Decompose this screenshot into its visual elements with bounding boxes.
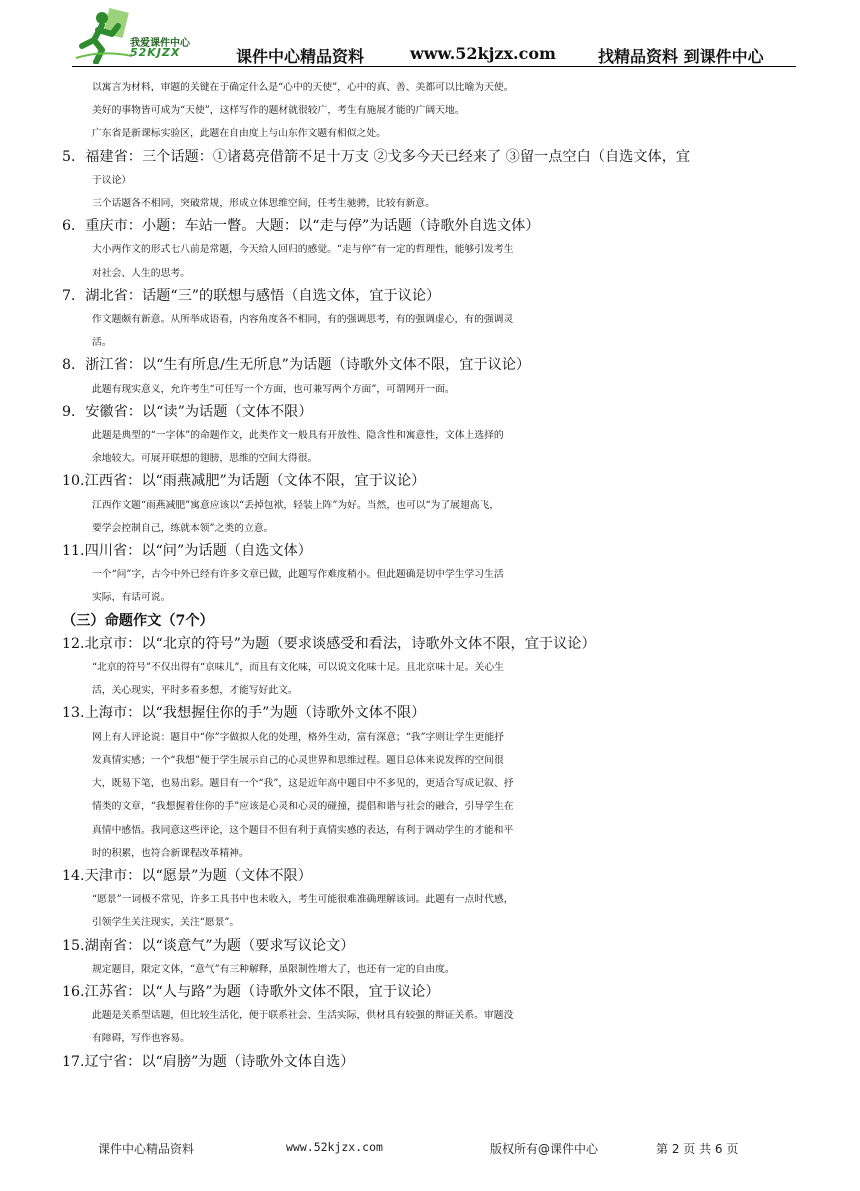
paragraph-line: 三个话题各不相同，突破常规，形成立体思维空间，任考生驰骋，比较有新意。 xyxy=(92,198,435,210)
list-item-jiangxi: 10.江西省：以“雨燕减肥”为话题（文体不限，宜于议论） xyxy=(62,473,426,490)
list-item-hubei: 7．湖北省：话题“三”的联想与感悟（自选文体，宜于议论） xyxy=(62,287,441,304)
paragraph-line: 真情中感悟。我同意这些评论，这个题目不但有利于真情实感的表达，有利于调动学生的才能和平 xyxy=(92,824,514,836)
list-item-liaoning: 17.辽宁省：以“肩膀”为题（诗歌外文体自选） xyxy=(62,1053,355,1070)
list-item-sichuan: 11.四川省：以“问”为话题（自选文体） xyxy=(62,543,312,560)
header-url: www.52kjzx.com xyxy=(410,44,556,63)
paragraph-line: 引领学生关注现实，关注“愿景”。 xyxy=(92,917,240,929)
list-item-chongqing: 6．重庆市：小题：车站一瞥。大题：以“走与停”为话题（诗歌外自选文体） xyxy=(62,218,540,235)
logo-text-cn: 我爱课件中心 xyxy=(130,38,190,49)
paragraph-line: 对社会、人生的思考。 xyxy=(92,267,190,279)
page-header xyxy=(0,0,860,70)
section-heading: （三）命题作文（7个） xyxy=(62,612,214,629)
paragraph-line: 此题有现实意义，允许考生“可任写一个方面，也可兼写两个方面”，可谓网开一面。 xyxy=(92,383,455,395)
footer-page-number: 第 2 页 共 6 页 xyxy=(656,1142,739,1156)
list-item-beijing: 12.北京市：以“北京的符号”为题（要求谈感受和看法，诗歌外文体不限，宜于议论） xyxy=(62,635,596,652)
paragraph-line: 此题是关系型话题，但比较生活化，便于联系社会、生活实际，供材具有较强的辩证关系。审题没 xyxy=(92,1010,514,1022)
paragraph-line: 活，关心现实，平时多看多想，才能写好此文。 xyxy=(92,685,298,697)
paragraph-line: 一个“问”字，古今中外已经有许多文章已做，此题写作难度稍小。但此题确是切中学生学习生活 xyxy=(92,569,504,581)
header-left-title: 课件中心精品资料 xyxy=(236,47,365,66)
list-item-fujian: 5．福建省：三个话题：①诸葛亮借箭不足十万支 ②戈多今天已经来了 ③留一点空白（自选文体，宜 xyxy=(62,148,691,165)
paragraph-line: “北京的符号”不仅出得有“京味儿”，而且有文化味，可以说文化味十足。且北京味十足。关心生 xyxy=(92,662,504,674)
logo-text-en: 52KJZX xyxy=(130,46,181,59)
paragraph-line: “愿景”一词极不常见，许多工具书中也未收入，考生可能很难准确理解该词。此题有一点时代感， xyxy=(92,894,514,906)
list-item-anhui: 9．安徽省：以“读”为话题（文体不限） xyxy=(62,403,313,420)
list-item-jiangsu: 16.江苏省：以“人与路”为题（诗歌外文体不限，宜于议论） xyxy=(62,983,440,1000)
paragraph-line: 时的积累，也符合新课程改革精神。 xyxy=(92,847,249,859)
paragraph-line: 网上有人评论说：题目中“你”字做拟人化的处理，格外生动，富有深意；“我”字则让学生更能抒 xyxy=(92,731,504,743)
page-footer xyxy=(0,1140,860,1160)
list-item-shanghai: 13.上海市：以“我想握住你的手”为题（诗歌外文体不限） xyxy=(62,705,426,722)
paragraph-line: 以寓言为材料，审题的关键在于确定什么是“心中的天使”，心中的真、善、美都可以比喻为天使。 xyxy=(92,82,514,93)
paragraph-line: 有障碍，写作也容易。 xyxy=(92,1033,190,1045)
list-item-tianjin: 14.天津市：以“愿景”为题（文体不限） xyxy=(62,867,312,884)
list-item-hunan: 15.湖南省：以“谈意气”为题（要求写议论文） xyxy=(62,937,355,954)
paragraph-line: 情类的文章，“我想握着住你的手”应该是心灵和心灵的碰撞，提倡和谐与社会的融合，引导学生在 xyxy=(92,801,514,813)
paragraph-line: 规定题目，限定文体，“意气”有三种解释，虽限制性增大了，也还有一定的自由度。 xyxy=(92,963,455,975)
paragraph-line: 余地较大。可展开联想的翅膀，思维的空间大得很。 xyxy=(92,453,318,465)
paragraph-line: 作文题颇有新意。从所举成语看，内容角度各不相同，有的强调思考，有的强调虚心，有的强调灵 xyxy=(92,314,514,326)
paragraph-line: 江西作文题“雨燕减肥”寓意应该以“丢掉包袱，轻装上阵”为好。当然，也可以“为了展翅高飞， xyxy=(92,499,500,511)
paragraph-line: 活。 xyxy=(92,337,112,349)
header-divider xyxy=(72,66,796,67)
paragraph-line: 此题是典型的“一字体”的命题作文，此类作文一般具有开放性、隐含性和寓意性，文体上选择的 xyxy=(92,430,504,442)
paragraph-line: 美好的事物皆可成为“天使”，这样写作的题材就很较广，考生有施展才能的广阔天地。 xyxy=(92,105,465,117)
paragraph-line: 发真情实感；一个“我想”便于学生展示自己的心灵世界和思维过程。题目总体来说发挥的空间很 xyxy=(92,754,504,766)
header-slogan: 找精品资料 到课件中心 xyxy=(598,47,764,66)
paragraph-line: 于议论） xyxy=(92,174,132,186)
footer-site-name: 课件中心精品资料 xyxy=(98,1142,195,1156)
paragraph-line: 大，既易下笔，也易出彩。题目有一个“我”，这是近年高中题目中不多见的，更适合写成记叙、抒 xyxy=(92,778,514,790)
paragraph-line: 广东省是新课标实验区，此题在自由度上与山东作文题有相似之处。 xyxy=(92,128,386,140)
site-logo xyxy=(72,6,212,68)
paragraph-line: 实际，有话可说。 xyxy=(92,592,171,604)
paragraph-line: 要学会控制自己，练就本领”之类的立意。 xyxy=(92,522,274,534)
running-figure-logo-icon xyxy=(72,6,136,64)
footer-copyright: 版权所有@课件中心 xyxy=(490,1142,599,1156)
list-item-zhejiang: 8．浙江省：以“生有所息/生无所息”为话题（诗歌外文体不限，宜于议论） xyxy=(62,357,531,374)
paragraph-line: 大小两作文的形式七八前是常题，今天给人回归的感觉。“走与停”有一定的哲理性，能够引发考生 xyxy=(92,244,514,256)
footer-url: www.52kjzx.com xyxy=(286,1140,383,1154)
document-body xyxy=(62,76,802,1074)
